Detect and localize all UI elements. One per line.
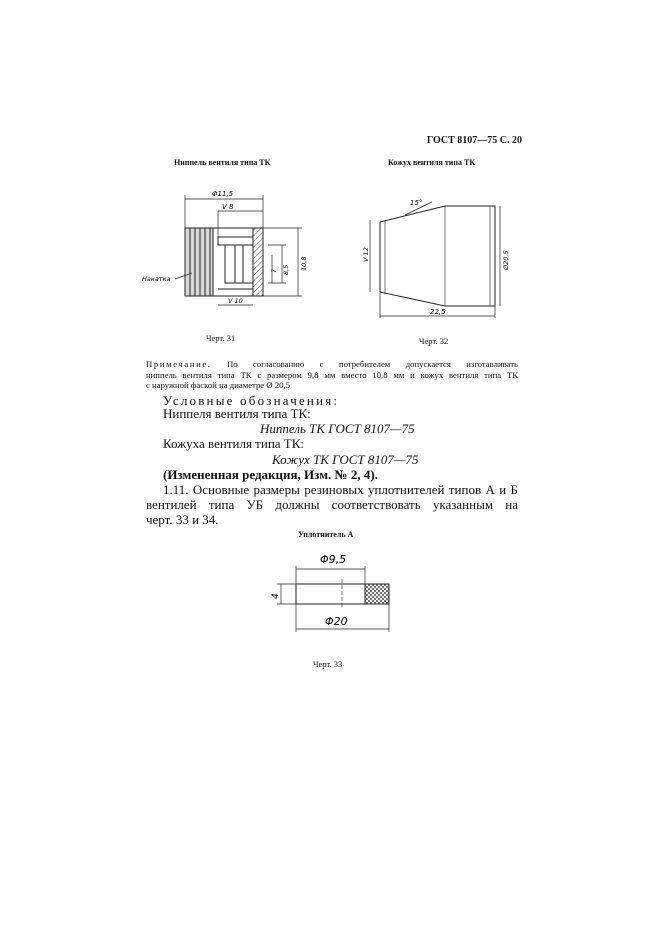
paragraph-line1: 1.11. Основные размеры резиновых уплотнителей типов А и Б (163, 482, 518, 497)
fig32-dim-angle: 15° (410, 199, 423, 207)
fig31-dim-h3: 7 (270, 268, 278, 273)
nipple-code: Ниппель ТК ГОСТ 8107—75 (260, 421, 415, 436)
note-block (146, 359, 518, 391)
fig32-drawing (350, 190, 520, 330)
note-line2: ниппель вентиля типа ТК с размером 9,8 мм вместо 10,8 мм и кожух вентиля типа ТК (146, 369, 518, 380)
fig32-outline (380, 206, 495, 306)
designations-title: Условные обозначения: (163, 393, 340, 408)
fig32-label: Черт. 32 (419, 336, 449, 346)
fig31-outline (185, 228, 263, 296)
note-line3: с наружной фаской на диаметре Ø 20,5 (146, 380, 290, 390)
note-line1: По согласованию с потребителем допускается изготавливать (226, 359, 519, 369)
fig33-dim-d-inner: Φ9,5 (320, 553, 347, 566)
paragraph-line3: черт. 33 и 34. (146, 512, 219, 527)
fig31-dim-h2: 8,5 (282, 264, 290, 275)
casing-label: Кожуха вентиля типа ТК: (163, 436, 305, 451)
paragraph-line2: вентилей типа УБ должны соответствовать указанным на (146, 497, 518, 512)
amendment-note: (Измененная редакция, Изм. № 2, 4). (163, 467, 378, 482)
fig33-dim-d-outer: Φ20 (325, 615, 348, 628)
fig33-drawing (265, 545, 405, 640)
fig31-dim-v1: V 8 (222, 203, 234, 211)
fig33-dim-thickness: 4 (271, 593, 281, 599)
fig31-drawing (140, 185, 320, 315)
fig33-label: Черт. 33 (313, 659, 343, 669)
fig32-dim-len: 22,5 (430, 308, 446, 316)
fig32-dim-v: V 12 (362, 247, 370, 262)
fig33-title: Уплотнитель А (298, 530, 354, 539)
fig31-knurl: Накатка (142, 275, 171, 283)
note-lead: Примечание. (146, 359, 212, 369)
fig33-outline (296, 579, 389, 609)
fig32-dim-d: Ø20,5 (502, 250, 510, 270)
document-header: ГОСТ 8107—75 С. 20 (426, 135, 522, 146)
fig31-dim-v2: V 10 (228, 297, 243, 305)
fig31-dim-h1: 10,8 (300, 256, 308, 271)
fig31-dim-d-outer: Φ11,5 (212, 190, 234, 198)
casing-code: Кожух ТК ГОСТ 8107—75 (272, 452, 419, 467)
fig31-title: Ниппель вентиля типа ТК (174, 158, 271, 167)
fig31-label: Черт. 31 (206, 333, 236, 343)
fig32-title: Кожух вентиля типа ТК (388, 158, 476, 167)
nipple-label: Ниппеля вентиля типа ТК: (163, 406, 311, 421)
